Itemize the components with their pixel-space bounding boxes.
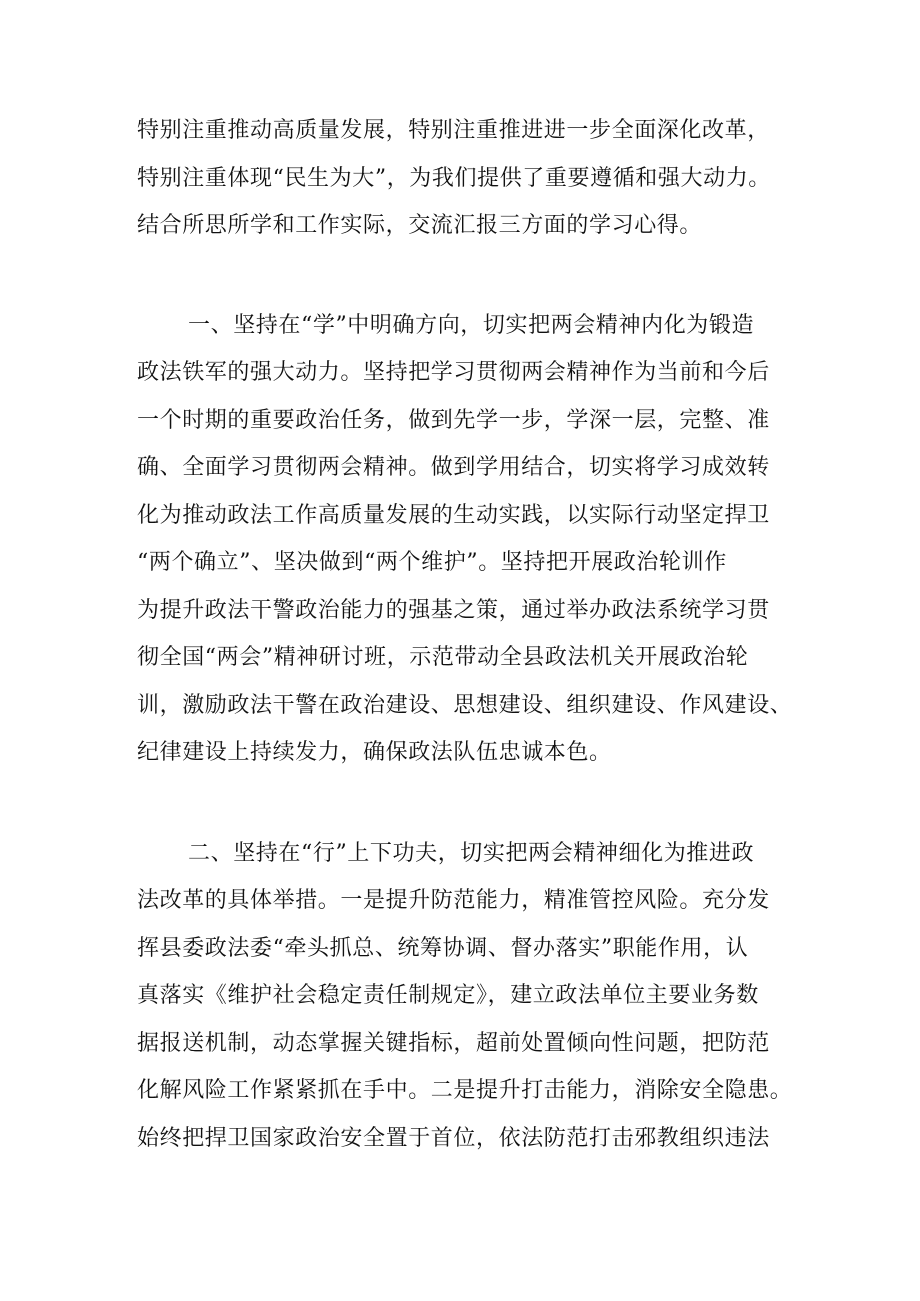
section2-line-1: 二、坚持在“行”上下功夫，切实把两会精神细化为推进政 [188, 841, 755, 866]
section2-line-6: 化解风险工作紧紧抓在手中。二是提升打击能力，消除安全隐患。 [137, 1078, 793, 1103]
section1-line-2: 政法铁军的强大动力。坚持把学习贯彻两会精神作为当前和今后 [137, 360, 770, 385]
section2-line-5: 据报送机制，动态掌握关键指标，超前处置倾向性问题，把防范 [137, 1031, 770, 1056]
intro-line-3: 结合所思所学和工作实际，交流汇报三方面的学习心得。 [137, 213, 703, 238]
section1-line-10: 纪律建设上持续发力，确保政法队伍忠诚本色。 [137, 740, 612, 765]
section1-line-4: 确、全面学习贯彻两会精神。做到学用结合，切实将学习成效转 [137, 455, 770, 480]
intro-line-1: 特别注重推动高质量发展，特别注重推进进一步全面深化改革， [137, 118, 770, 143]
intro-line-2: 特别注重体现“民生为大”，为我们提供了重要遵循和强大动力。 [137, 166, 771, 191]
section1-line-8: 彻全国“两会”精神研讨班，示范带动全县政法机关开展政治轮 [137, 645, 749, 670]
section1-line-1: 一、坚持在“学”中明确方向，切实把两会精神内化为锻造 [188, 313, 755, 338]
section2-line-3: 挥县委政法委“牵头抓总、统筹协调、督办落实”职能作用，认 [137, 936, 749, 961]
section2-line-7: 始终把捍卫国家政治安全置于首位，依法防范打击邪教组织违法 [137, 1126, 770, 1151]
section1-line-3: 一个时期的重要政治任务，做到先学一步，学深一层，完整、准 [137, 408, 770, 433]
section1-line-6: “两个确立”、坚决做到“两个维护”。坚持把开展政治轮训作 [137, 550, 727, 575]
section1-line-5: 化为推动政法工作高质量发展的生动实践，以实际行动坚定捍卫 [137, 503, 770, 528]
section1-line-7: 为提升政法干警政治能力的强基之策，通过举办政法系统学习贯 [137, 598, 770, 623]
section2-line-4: 真落实《维护社会稳定责任制规定》，建立政法单位主要业务数 [137, 983, 759, 1008]
section1-line-9: 训，激励政法干警在政治建设、思想建设、组织建设、作风建设、 [137, 693, 793, 718]
section2-line-2: 法改革的具体举措。一是提升防范能力，精准管控风险。充分发 [137, 888, 770, 913]
